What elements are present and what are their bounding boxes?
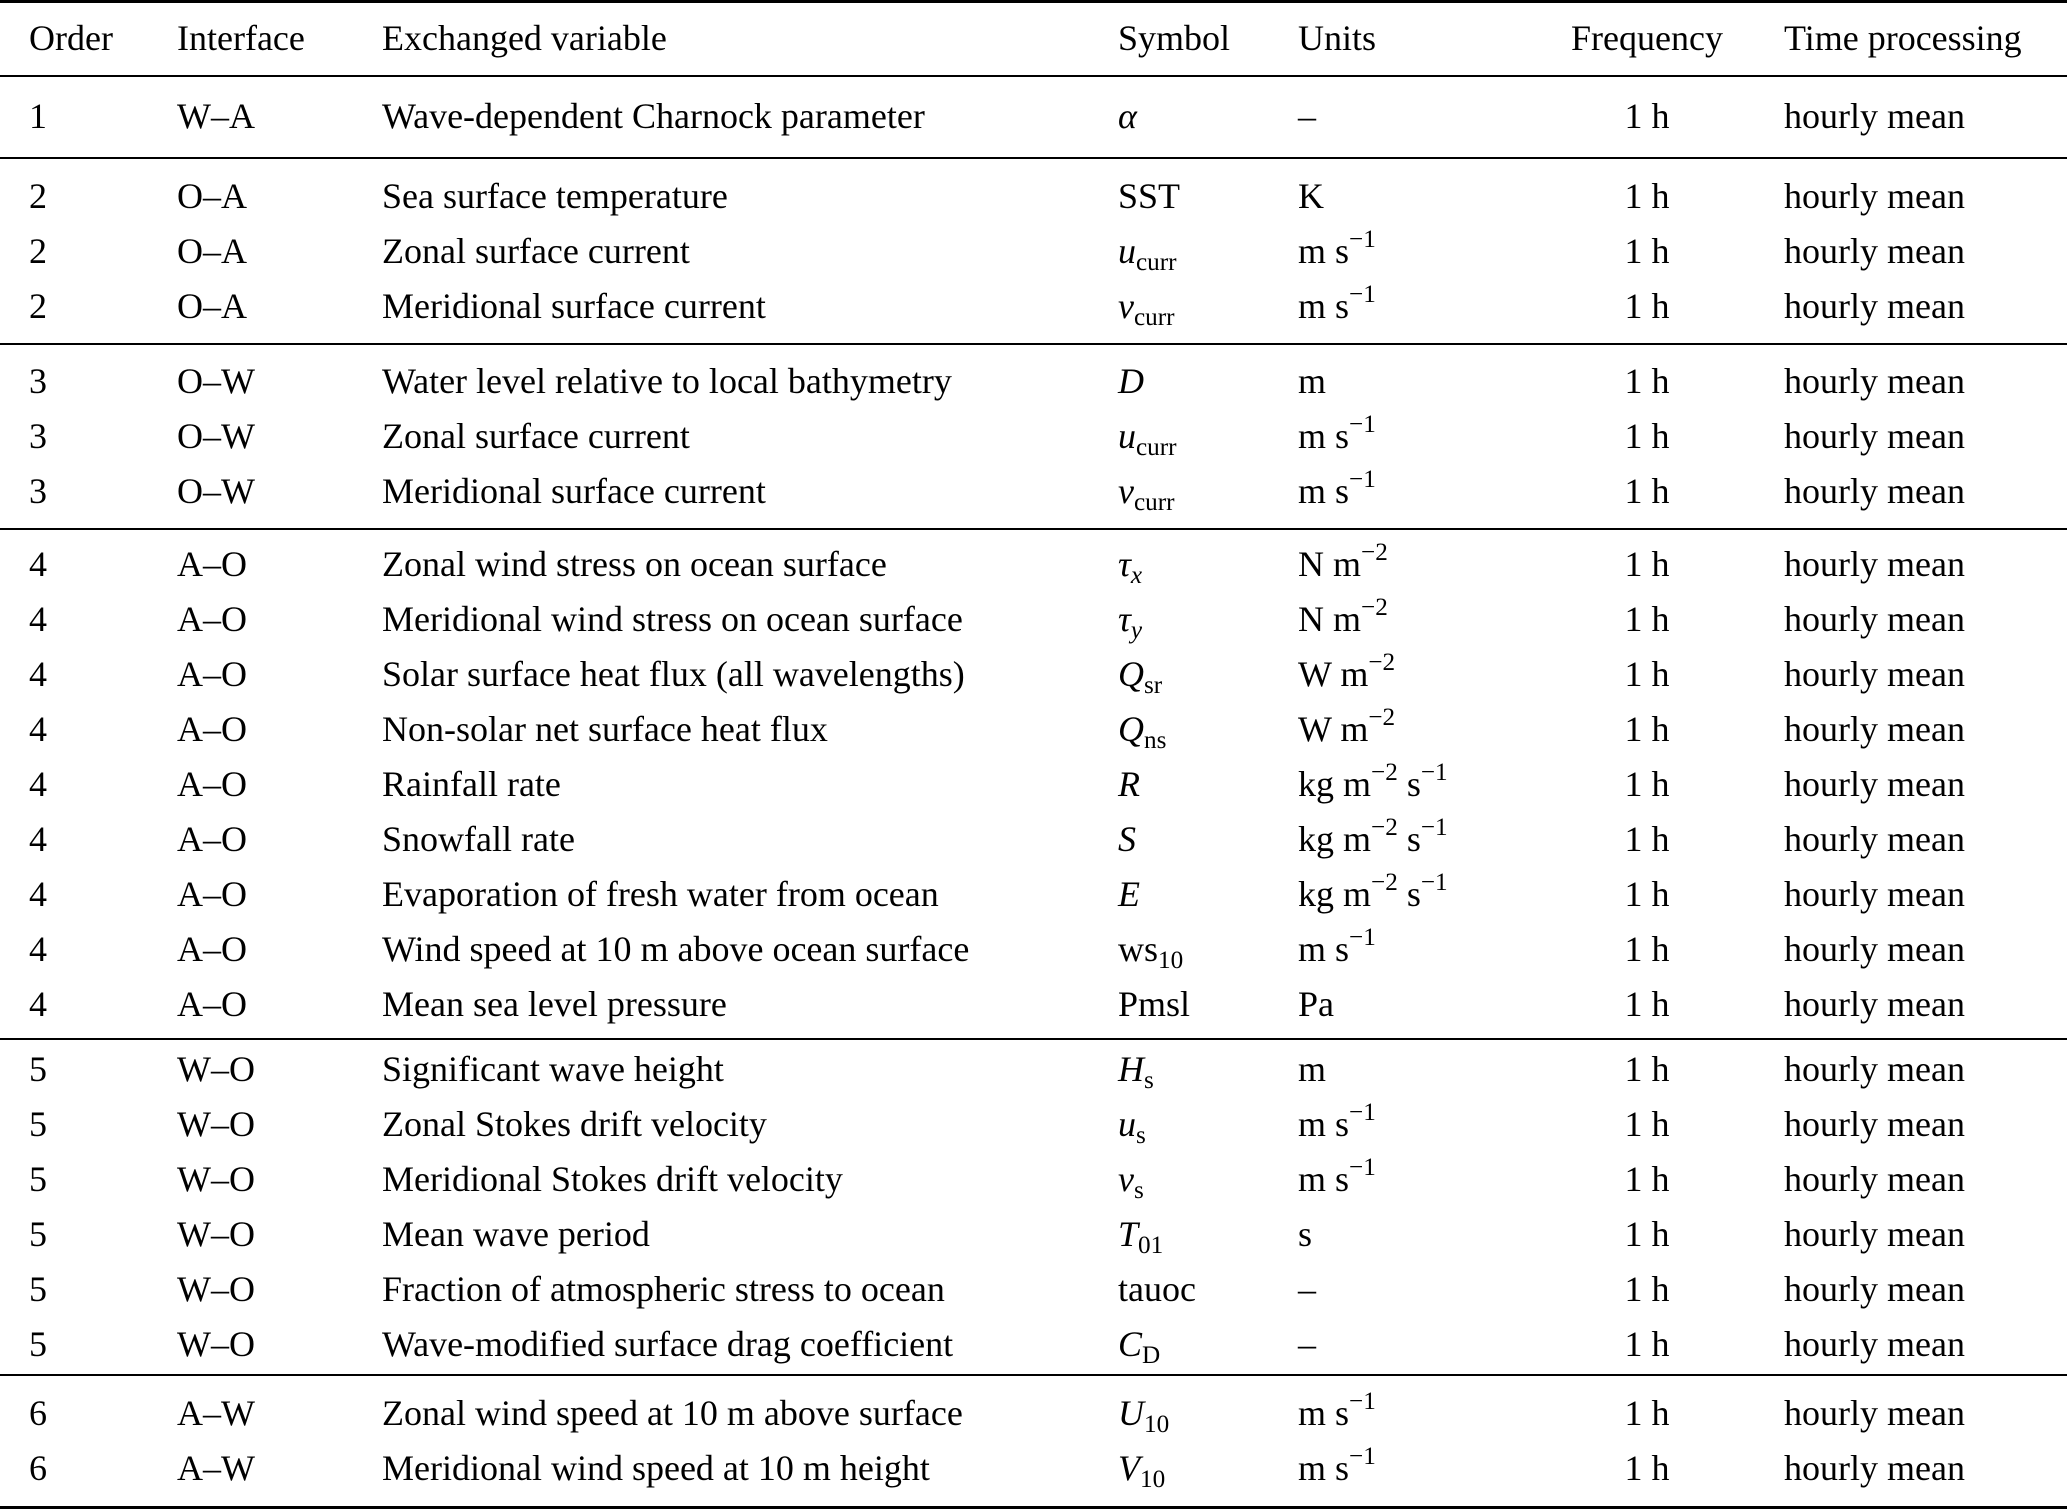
time-processing-cell: hourly mean bbox=[1784, 230, 1965, 271]
interface-cell: A–O bbox=[177, 873, 247, 914]
order-cell: 6 bbox=[29, 1392, 47, 1433]
interface-cell: A–O bbox=[177, 818, 247, 859]
time-processing-cell: hourly mean bbox=[1784, 1048, 1965, 1089]
symbol-cell: $H_s$ bbox=[1118, 1048, 1154, 1094]
frequency-cell: 1 h bbox=[1624, 285, 1670, 326]
symbol-cell: $ws_{10}$ bbox=[1118, 928, 1184, 974]
frequency-cell: 1 h bbox=[1624, 360, 1670, 401]
order-cell: 5 bbox=[29, 1103, 47, 1144]
time-processing-cell: hourly mean bbox=[1784, 360, 1965, 401]
time-processing-cell: hourly mean bbox=[1784, 1392, 1965, 1433]
symbol-cell: $v_{curr}$ bbox=[1118, 470, 1175, 516]
interface-cell: W–O bbox=[177, 1103, 255, 1144]
symbol-cell: $\tau_x$ bbox=[1118, 543, 1143, 589]
frequency-cell: 1 h bbox=[1624, 543, 1670, 584]
table-body bbox=[0, 77, 2067, 1509]
symbol-cell: $T_{01}$ bbox=[1118, 1213, 1164, 1259]
table-row bbox=[0, 1386, 2067, 1441]
column-header-frequency: Frequency bbox=[1571, 18, 1723, 59]
frequency-cell: 1 h bbox=[1624, 598, 1670, 639]
units-cell: m $s^{-1}$ bbox=[1298, 466, 1376, 511]
time-processing-cell: hourly mean bbox=[1784, 1158, 1965, 1199]
variable-cell: Solar surface heat flux (all wavelengths) bbox=[382, 653, 965, 694]
variable-cell: Sea surface temperature bbox=[382, 175, 728, 216]
frequency-cell: 1 h bbox=[1624, 1268, 1670, 1309]
order-cell: 5 bbox=[29, 1158, 47, 1199]
table-row bbox=[0, 1441, 2067, 1496]
units-cell: m $s^{-1}$ bbox=[1298, 1443, 1376, 1488]
table-row bbox=[0, 537, 2067, 592]
variable-cell: Meridional wind speed at 10 m height bbox=[382, 1447, 930, 1488]
order-cell: 4 bbox=[29, 653, 47, 694]
frequency-cell: 1 h bbox=[1624, 95, 1670, 136]
order-cell: 4 bbox=[29, 763, 47, 804]
column-header-exchanged-variable: Exchanged variable bbox=[382, 18, 667, 59]
order-cell: 5 bbox=[29, 1213, 47, 1254]
table-row bbox=[0, 169, 2067, 224]
symbol-cell: $u_{curr}$ bbox=[1118, 230, 1177, 276]
order-cell: 2 bbox=[29, 175, 47, 216]
row-group-order-4 bbox=[0, 530, 2067, 1038]
symbol-cell: $Q_{sr}$ bbox=[1118, 653, 1163, 699]
variable-cell: Zonal wind speed at 10 m above surface bbox=[382, 1392, 963, 1433]
time-processing-cell: hourly mean bbox=[1784, 763, 1965, 804]
time-processing-cell: hourly mean bbox=[1784, 1447, 1965, 1488]
units-cell: m $s^{-1}$ bbox=[1298, 924, 1376, 969]
frequency-cell: 1 h bbox=[1624, 230, 1670, 271]
units-cell: – bbox=[1298, 95, 1316, 136]
frequency-cell: 1 h bbox=[1624, 1392, 1670, 1433]
interface-cell: W–O bbox=[177, 1213, 255, 1254]
time-processing-cell: hourly mean bbox=[1784, 415, 1965, 456]
row-group-order-1 bbox=[0, 77, 2067, 157]
units-cell: kg $m^{-2}$ $s^{-1}$ bbox=[1298, 759, 1448, 804]
symbol-cell: $C_D$ bbox=[1118, 1323, 1161, 1369]
frequency-cell: 1 h bbox=[1624, 1213, 1670, 1254]
time-processing-cell: hourly mean bbox=[1784, 285, 1965, 326]
variable-cell: Rainfall rate bbox=[382, 763, 561, 804]
time-processing-cell: hourly mean bbox=[1784, 1103, 1965, 1144]
column-header-interface: Interface bbox=[177, 18, 305, 59]
order-cell: 3 bbox=[29, 360, 47, 401]
table-row bbox=[0, 922, 2067, 977]
variable-cell: Meridional surface current bbox=[382, 285, 766, 326]
time-processing-cell: hourly mean bbox=[1784, 928, 1965, 969]
table-row bbox=[0, 279, 2067, 334]
variable-cell: Wind speed at 10 m above ocean surface bbox=[382, 928, 970, 969]
time-processing-cell: hourly mean bbox=[1784, 470, 1965, 511]
frequency-cell: 1 h bbox=[1624, 1323, 1670, 1364]
symbol-cell: E bbox=[1118, 873, 1140, 914]
frequency-cell: 1 h bbox=[1624, 818, 1670, 859]
time-processing-cell: hourly mean bbox=[1784, 708, 1965, 749]
variable-cell: Zonal surface current bbox=[382, 230, 690, 271]
table-header-row bbox=[0, 3, 2067, 75]
interface-cell: W–A bbox=[177, 95, 255, 136]
time-processing-cell: hourly mean bbox=[1784, 983, 1965, 1024]
frequency-cell: 1 h bbox=[1624, 873, 1670, 914]
order-cell: 5 bbox=[29, 1323, 47, 1364]
order-cell: 3 bbox=[29, 415, 47, 456]
symbol-cell: $u_{curr}$ bbox=[1118, 415, 1177, 461]
time-processing-cell: hourly mean bbox=[1784, 95, 1965, 136]
units-cell: kg $m^{-2}$ $s^{-1}$ bbox=[1298, 814, 1448, 859]
column-header-order: Order bbox=[29, 18, 113, 59]
units-cell: W $m^{-2}$ bbox=[1298, 704, 1396, 749]
variable-cell: Mean sea level pressure bbox=[382, 983, 727, 1024]
variable-cell: Zonal surface current bbox=[382, 415, 690, 456]
order-cell: 4 bbox=[29, 543, 47, 584]
table-row bbox=[0, 1317, 2067, 1372]
interface-cell: A–O bbox=[177, 928, 247, 969]
interface-cell: W–O bbox=[177, 1158, 255, 1199]
units-cell: N $m^{-2}$ bbox=[1298, 594, 1388, 639]
symbol-cell: Pmsl bbox=[1118, 983, 1191, 1024]
units-cell: kg $m^{-2}$ $s^{-1}$ bbox=[1298, 869, 1448, 914]
units-cell: s bbox=[1298, 1213, 1313, 1254]
table-row bbox=[0, 867, 2067, 922]
column-header-units: Units bbox=[1298, 18, 1377, 59]
row-group-order-3 bbox=[0, 345, 2067, 528]
units-cell: N $m^{-2}$ bbox=[1298, 539, 1388, 584]
table-row bbox=[0, 224, 2067, 279]
table-row bbox=[0, 812, 2067, 867]
table-row bbox=[0, 1152, 2067, 1207]
order-cell: 4 bbox=[29, 873, 47, 914]
interface-cell: O–A bbox=[177, 285, 247, 326]
frequency-cell: 1 h bbox=[1624, 653, 1670, 694]
order-cell: 4 bbox=[29, 928, 47, 969]
symbol-cell: $\tau_y$ bbox=[1118, 598, 1143, 644]
frequency-cell: 1 h bbox=[1624, 1158, 1670, 1199]
order-cell: 5 bbox=[29, 1268, 47, 1309]
symbol-cell: $v_{curr}$ bbox=[1118, 285, 1175, 331]
variable-cell: Non-solar net surface heat flux bbox=[382, 708, 828, 749]
interface-cell: W–O bbox=[177, 1268, 255, 1309]
time-processing-cell: hourly mean bbox=[1784, 175, 1965, 216]
symbol-cell: R bbox=[1118, 763, 1140, 804]
order-cell: 4 bbox=[29, 598, 47, 639]
variable-cell: Zonal wind stress on ocean surface bbox=[382, 543, 887, 584]
interface-cell: O–A bbox=[177, 175, 247, 216]
variable-cell: Evaporation of fresh water from ocean bbox=[382, 873, 939, 914]
order-cell: 6 bbox=[29, 1447, 47, 1488]
symbol-cell: $v_s$ bbox=[1118, 1158, 1144, 1204]
units-cell: K bbox=[1298, 175, 1324, 216]
table-row bbox=[0, 409, 2067, 464]
interface-cell: A–W bbox=[177, 1447, 255, 1488]
interface-cell: A–O bbox=[177, 653, 247, 694]
frequency-cell: 1 h bbox=[1624, 1447, 1670, 1488]
column-header-time-processing: Time processing bbox=[1784, 18, 2022, 59]
variable-cell: Mean wave period bbox=[382, 1213, 650, 1254]
interface-cell: W–O bbox=[177, 1323, 255, 1364]
time-processing-cell: hourly mean bbox=[1784, 598, 1965, 639]
variable-cell: Meridional wind stress on ocean surface bbox=[382, 598, 963, 639]
row-group-order-5 bbox=[0, 1040, 2067, 1374]
table-row bbox=[0, 464, 2067, 519]
order-cell: 4 bbox=[29, 818, 47, 859]
interface-cell: O–A bbox=[177, 230, 247, 271]
symbol-cell: α bbox=[1118, 95, 1137, 136]
symbol-cell: $u_s$ bbox=[1118, 1103, 1146, 1149]
order-cell: 2 bbox=[29, 230, 47, 271]
frequency-cell: 1 h bbox=[1624, 983, 1670, 1024]
time-processing-cell: hourly mean bbox=[1784, 818, 1965, 859]
variable-cell: Water level relative to local bathymetry bbox=[382, 360, 952, 401]
order-cell: 4 bbox=[29, 708, 47, 749]
interface-cell: A–O bbox=[177, 763, 247, 804]
variable-cell: Wave-dependent Charnock parameter bbox=[382, 95, 925, 136]
symbol-cell: S bbox=[1118, 818, 1136, 859]
frequency-cell: 1 h bbox=[1624, 470, 1670, 511]
units-cell: m $s^{-1}$ bbox=[1298, 1388, 1376, 1433]
frequency-cell: 1 h bbox=[1624, 1103, 1670, 1144]
time-processing-cell: hourly mean bbox=[1784, 653, 1965, 694]
interface-cell: W–O bbox=[177, 1048, 255, 1089]
table-row bbox=[0, 647, 2067, 702]
frequency-cell: 1 h bbox=[1624, 763, 1670, 804]
symbol-cell: tauoc bbox=[1118, 1268, 1196, 1309]
column-header-symbol: Symbol bbox=[1118, 18, 1231, 59]
interface-cell: A–W bbox=[177, 1392, 255, 1433]
time-processing-cell: hourly mean bbox=[1784, 1213, 1965, 1254]
interface-cell: O–W bbox=[177, 360, 255, 401]
units-cell: – bbox=[1298, 1323, 1316, 1364]
variable-cell: Meridional surface current bbox=[382, 470, 766, 511]
symbol-cell: $V_{10}$ bbox=[1118, 1447, 1166, 1493]
variable-cell: Significant wave height bbox=[382, 1048, 724, 1089]
frequency-cell: 1 h bbox=[1624, 175, 1670, 216]
symbol-cell: $U_{10}$ bbox=[1118, 1392, 1170, 1438]
symbol-cell: $Q_{ns}$ bbox=[1118, 708, 1167, 754]
symbol-cell: D bbox=[1118, 360, 1144, 401]
units-cell: m bbox=[1298, 360, 1327, 401]
variable-cell: Snowfall rate bbox=[382, 818, 575, 859]
interface-cell: A–O bbox=[177, 708, 247, 749]
table-row bbox=[0, 1262, 2067, 1317]
units-cell: m $s^{-1}$ bbox=[1298, 226, 1376, 271]
interface-cell: A–O bbox=[177, 598, 247, 639]
time-processing-cell: hourly mean bbox=[1784, 1268, 1965, 1309]
variable-cell: Wave-modified surface drag coefficient bbox=[382, 1323, 954, 1364]
units-cell: m $s^{-1}$ bbox=[1298, 1154, 1376, 1199]
variable-cell: Zonal Stokes drift velocity bbox=[382, 1103, 767, 1144]
row-group-order-6 bbox=[0, 1376, 2067, 1506]
units-cell: Pa bbox=[1298, 983, 1334, 1024]
units-cell: m $s^{-1}$ bbox=[1298, 281, 1376, 326]
units-cell: – bbox=[1298, 1268, 1316, 1309]
units-cell: W $m^{-2}$ bbox=[1298, 649, 1396, 694]
frequency-cell: 1 h bbox=[1624, 708, 1670, 749]
units-cell: m bbox=[1298, 1048, 1327, 1089]
frequency-cell: 1 h bbox=[1624, 1048, 1670, 1089]
interface-cell: O–W bbox=[177, 415, 255, 456]
table-row bbox=[0, 1042, 2067, 1097]
order-cell: 2 bbox=[29, 285, 47, 326]
interface-cell: A–O bbox=[177, 983, 247, 1024]
order-cell: 1 bbox=[29, 95, 47, 136]
table-row bbox=[0, 1097, 2067, 1152]
units-cell: m $s^{-1}$ bbox=[1298, 411, 1376, 456]
table-row bbox=[0, 757, 2067, 812]
interface-cell: O–W bbox=[177, 470, 255, 511]
row-group-order-2 bbox=[0, 159, 2067, 343]
table-row bbox=[0, 354, 2067, 409]
order-cell: 5 bbox=[29, 1048, 47, 1089]
order-cell: 4 bbox=[29, 983, 47, 1024]
table-row bbox=[0, 977, 2067, 1032]
table-row bbox=[0, 592, 2067, 647]
table-row bbox=[0, 89, 2067, 144]
interface-cell: A–O bbox=[177, 543, 247, 584]
symbol-cell: SST bbox=[1118, 175, 1181, 216]
frequency-cell: 1 h bbox=[1624, 928, 1670, 969]
units-cell: m $s^{-1}$ bbox=[1298, 1099, 1376, 1144]
order-cell: 3 bbox=[29, 470, 47, 511]
time-processing-cell: hourly mean bbox=[1784, 543, 1965, 584]
variable-cell: Fraction of atmospheric stress to ocean bbox=[382, 1268, 945, 1309]
time-processing-cell: hourly mean bbox=[1784, 873, 1965, 914]
time-processing-cell: hourly mean bbox=[1784, 1323, 1965, 1364]
table-row bbox=[0, 702, 2067, 757]
table-row bbox=[0, 1207, 2067, 1262]
variable-cell: Meridional Stokes drift velocity bbox=[382, 1158, 843, 1199]
frequency-cell: 1 h bbox=[1624, 415, 1670, 456]
